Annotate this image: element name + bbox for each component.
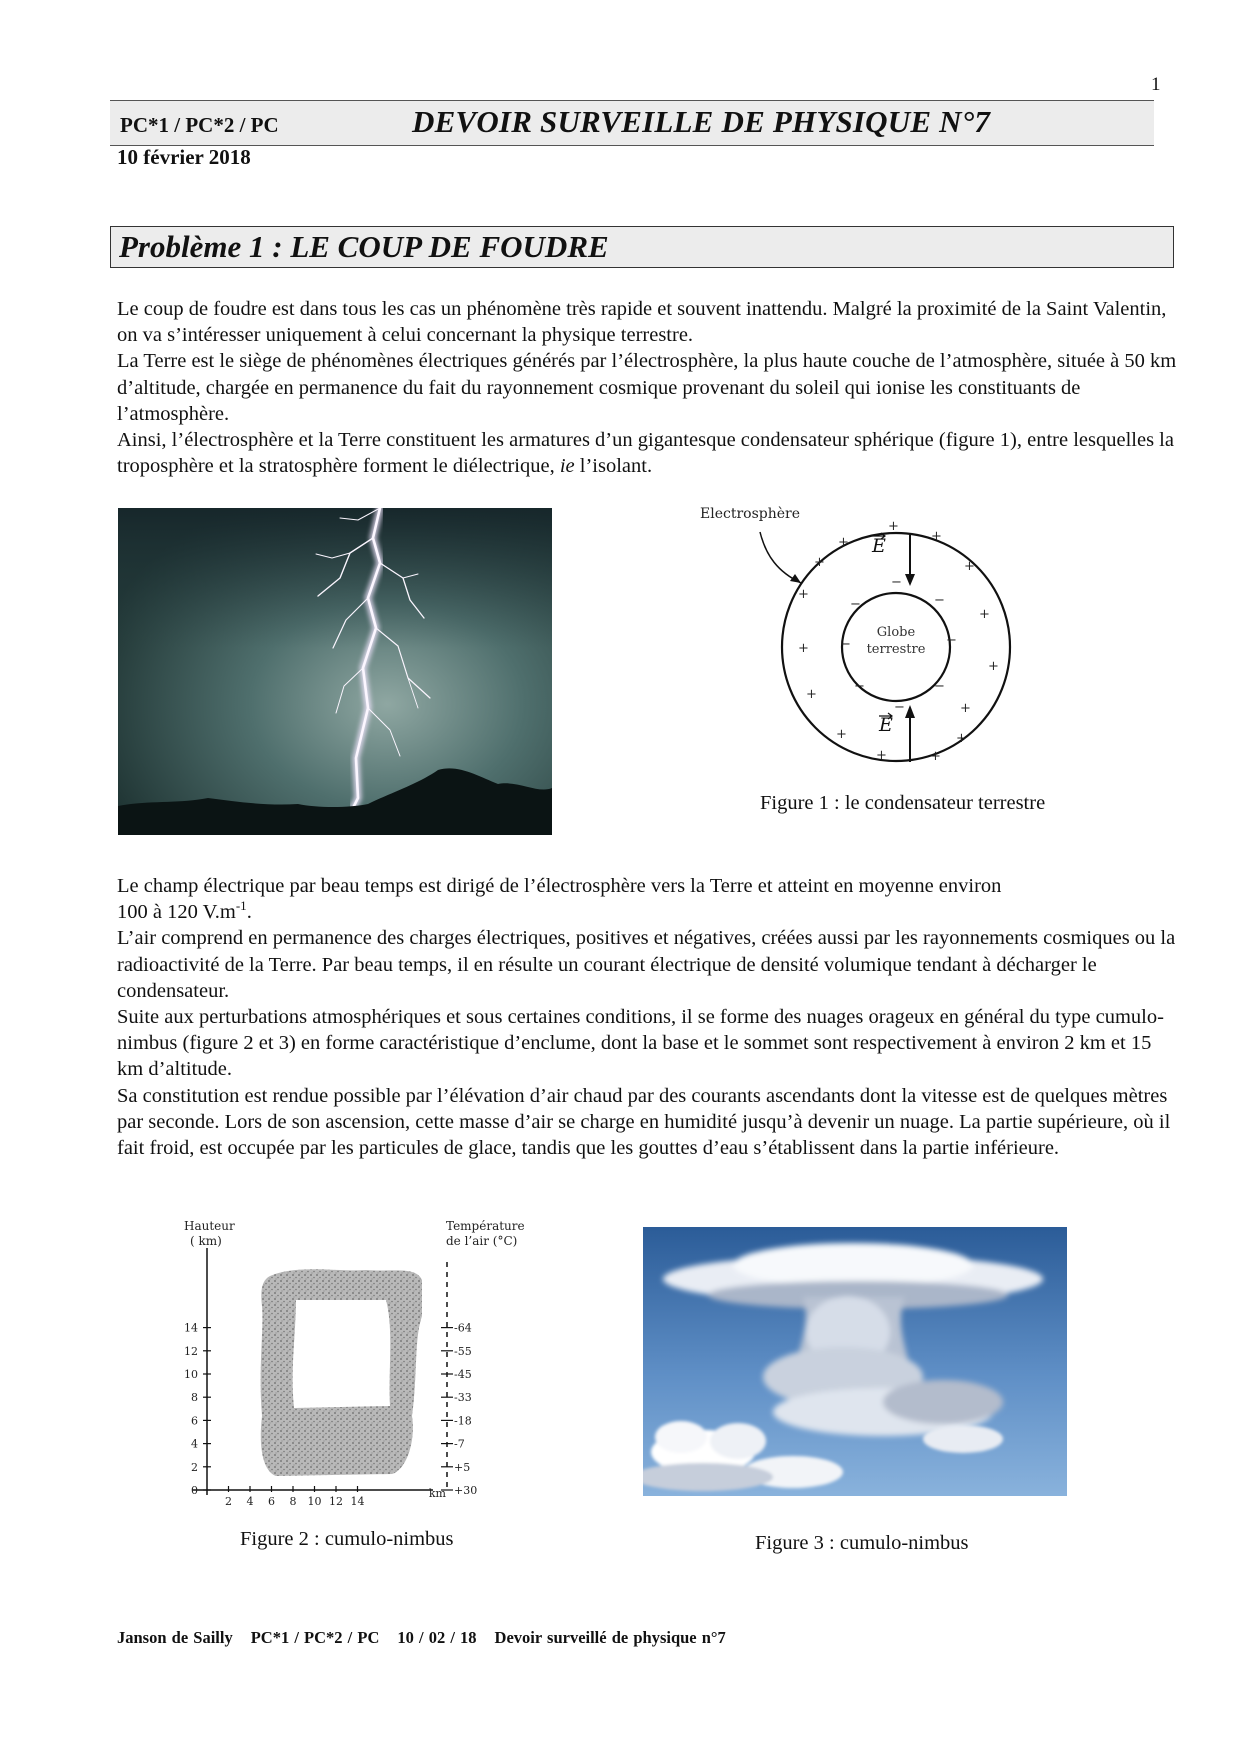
svg-text:+: + <box>876 748 887 763</box>
svg-text:−: − <box>854 679 865 694</box>
svg-text:+: + <box>979 607 990 622</box>
x-axis-tick-label: 4 <box>246 1495 254 1508</box>
svg-text:+: + <box>956 731 967 746</box>
svg-text:+: + <box>836 727 847 742</box>
intro-paragraph-2: La Terre est le siège de phénomènes électriques générés par l’électrosphère, la plus haute couche de l’atmosphère, située à 50 km d’altitude, chargée en permanence du fait du rayonnement cosmique provenant du soleil qui ionise les constituants de l’atmosphère. <box>117 350 1177 425</box>
svg-text:+: + <box>888 519 899 534</box>
globe-label-line-1: Globe <box>876 625 916 640</box>
temperature-tick-label: +5 <box>454 1460 471 1474</box>
y-axis-tick-label: 2 <box>191 1460 198 1474</box>
intro-paragraph-1: Le coup de foudre est dans tous les cas un phénomène très rapide et souvent inattendu. Malgré la proximité de la Saint Valentin, on va s’intéresser uniquement à celui concernant la physique terrestre. <box>117 298 1167 347</box>
problem-title: Problème 1 : LE COUP DE FOUDRE <box>119 229 609 264</box>
lightning-photo <box>118 508 552 835</box>
body-paragraph-3: Suite aux perturbations atmosphériques et sous certaines conditions, il se forme des nuages orageux en général du type cumulo-nimbus (figure 2 et 3) en forme caractéristique d’enclume, dont la base et le sommet sont respectivement à environ 2 km et 15 km d’altitude. <box>117 1006 1164 1081</box>
figure-1-caption: Figure 1 : le condensateur terrestre <box>760 792 1046 814</box>
svg-text:+: + <box>814 555 825 570</box>
temperature-tick-label: -7 <box>454 1437 465 1451</box>
electrosphere-label: Electrosphère <box>700 506 800 522</box>
y-axis-tick-label: 4 <box>191 1437 198 1451</box>
svg-text:+: + <box>806 687 817 702</box>
y-axis-tick-label: 14 <box>184 1321 198 1335</box>
svg-text:+: + <box>964 559 975 574</box>
svg-text:+: + <box>930 749 941 764</box>
body-paragraph-1-line-2: 100 à 120 $V.m^{-1}$. <box>117 898 252 924</box>
svg-text:−: − <box>840 637 851 652</box>
x-axis-unit: km <box>428 1487 446 1500</box>
y-axis-tick-label: 6 <box>191 1414 198 1428</box>
svg-text:+: + <box>960 701 971 716</box>
intro-paragraph-3: Ainsi, l’électrosphère et la Terre constituent les armatures d’un gigantesque condensateur sphérique (figure 1), entre lesquelles la troposphère et la stratosphère forment le diélectrique, ie l’isolant. <box>117 429 1174 478</box>
body-paragraph-2: L’air comprend en permanence des charges électriques, positives et négatives, créées aussi par les rayonnements cosmiques ou la radioactivité de la Terre. Par beau temps, il en résulte un courant électrique de densité volumique tendant à décharger le condensateur. <box>117 927 1176 1002</box>
header-class-label: PC*1 / PC*2 / PC <box>120 113 279 137</box>
temperature-tick-label: -64 <box>454 1321 472 1335</box>
temperature-tick-label: +30 <box>454 1484 478 1497</box>
x-axis-tick-label: 2 <box>225 1495 232 1508</box>
figure-2-cumulonimbus-diagram <box>178 1220 528 1510</box>
svg-text:+: + <box>931 529 942 544</box>
y-axis-tick-label: 0 <box>191 1484 198 1497</box>
footer-date: 10 / 02 / 18 <box>397 1628 477 1647</box>
page-footer <box>117 1628 744 1648</box>
svg-text:−: − <box>934 593 945 608</box>
field-label-bottom: E <box>879 714 893 736</box>
temperature-tick-label: -18 <box>454 1414 472 1428</box>
svg-text:+: + <box>838 535 849 550</box>
footer-subject: Devoir surveillé de physique n°7 <box>494 1628 726 1647</box>
intro-section <box>117 296 1177 479</box>
x-axis-tick-label: 14 <box>350 1495 365 1508</box>
body-section <box>117 873 1177 1161</box>
x-axis-tick-label: 12 <box>329 1495 343 1508</box>
figure-3-caption: Figure 3 : cumulo-nimbus <box>755 1532 969 1554</box>
svg-text:−: − <box>894 700 905 715</box>
x-axis-tick-label: 10 <box>307 1495 322 1508</box>
svg-text:+: + <box>798 587 809 602</box>
y-axis-tick-label: 12 <box>184 1344 198 1358</box>
field-label-top: E <box>872 535 886 557</box>
body-paragraph-4: Sa constitution est rendue possible par l’élévation d’air chaud par des courants ascendants dont la vitesse est de quelques mètres par seconde. Lors de son ascension, cette masse d’air se charge en humidité jusqu’à devenir un nuage. La partie supérieure, où il fait froid, est occupée par les particules de glace, tandis que les gouttes d’eau s’établissent dans la partie inférieure. <box>117 1084 1171 1160</box>
figure-1-capacitor-diagram <box>698 506 1038 768</box>
footer-classes: PC*1 / PC*2 / PC <box>250 1628 380 1647</box>
temperature-tick-label: -33 <box>454 1391 472 1405</box>
temperature-tick-label: -45 <box>454 1368 472 1381</box>
figure-2-caption: Figure 2 : cumulo-nimbus <box>240 1528 454 1550</box>
temperature-label-line-1: Température <box>446 1220 525 1233</box>
cumulonimbus-photo <box>643 1227 1067 1496</box>
svg-text:+: + <box>988 659 999 674</box>
page-number: 1 <box>1151 74 1161 95</box>
svg-text:−: − <box>934 679 945 694</box>
footer-school: Janson de Sailly <box>117 1628 233 1647</box>
temperature-tick-label: -55 <box>454 1344 472 1358</box>
header-title: DEVOIR SURVEILLE DE PHYSIQUE N°7 <box>412 104 991 139</box>
svg-text:−: − <box>850 597 861 612</box>
y-axis-label-line-1: Hauteur <box>184 1220 235 1233</box>
svg-text:−: − <box>946 633 957 648</box>
body-paragraph-1-line-1: Le champ électrique par beau temps est dirigé de l’électrosphère vers la Terre et atteint en moyenne environ <box>117 875 1002 897</box>
y-axis-tick-label: 8 <box>191 1391 198 1405</box>
temperature-label-line-2: de l’air (°C) <box>446 1234 518 1248</box>
field-arrow-down-icon <box>905 574 915 586</box>
svg-text:+: + <box>798 641 809 656</box>
header-date: 10 février 2018 <box>117 145 251 169</box>
field-arrow-up-icon <box>905 705 915 718</box>
x-axis-tick-label: 6 <box>268 1495 275 1508</box>
x-axis-tick-label: 8 <box>289 1495 297 1508</box>
globe-label-line-2: terrestre <box>866 642 926 657</box>
svg-text:−: − <box>891 575 902 590</box>
y-axis-tick-label: 10 <box>184 1368 198 1381</box>
y-axis-label-line-2: ( km) <box>190 1234 222 1248</box>
